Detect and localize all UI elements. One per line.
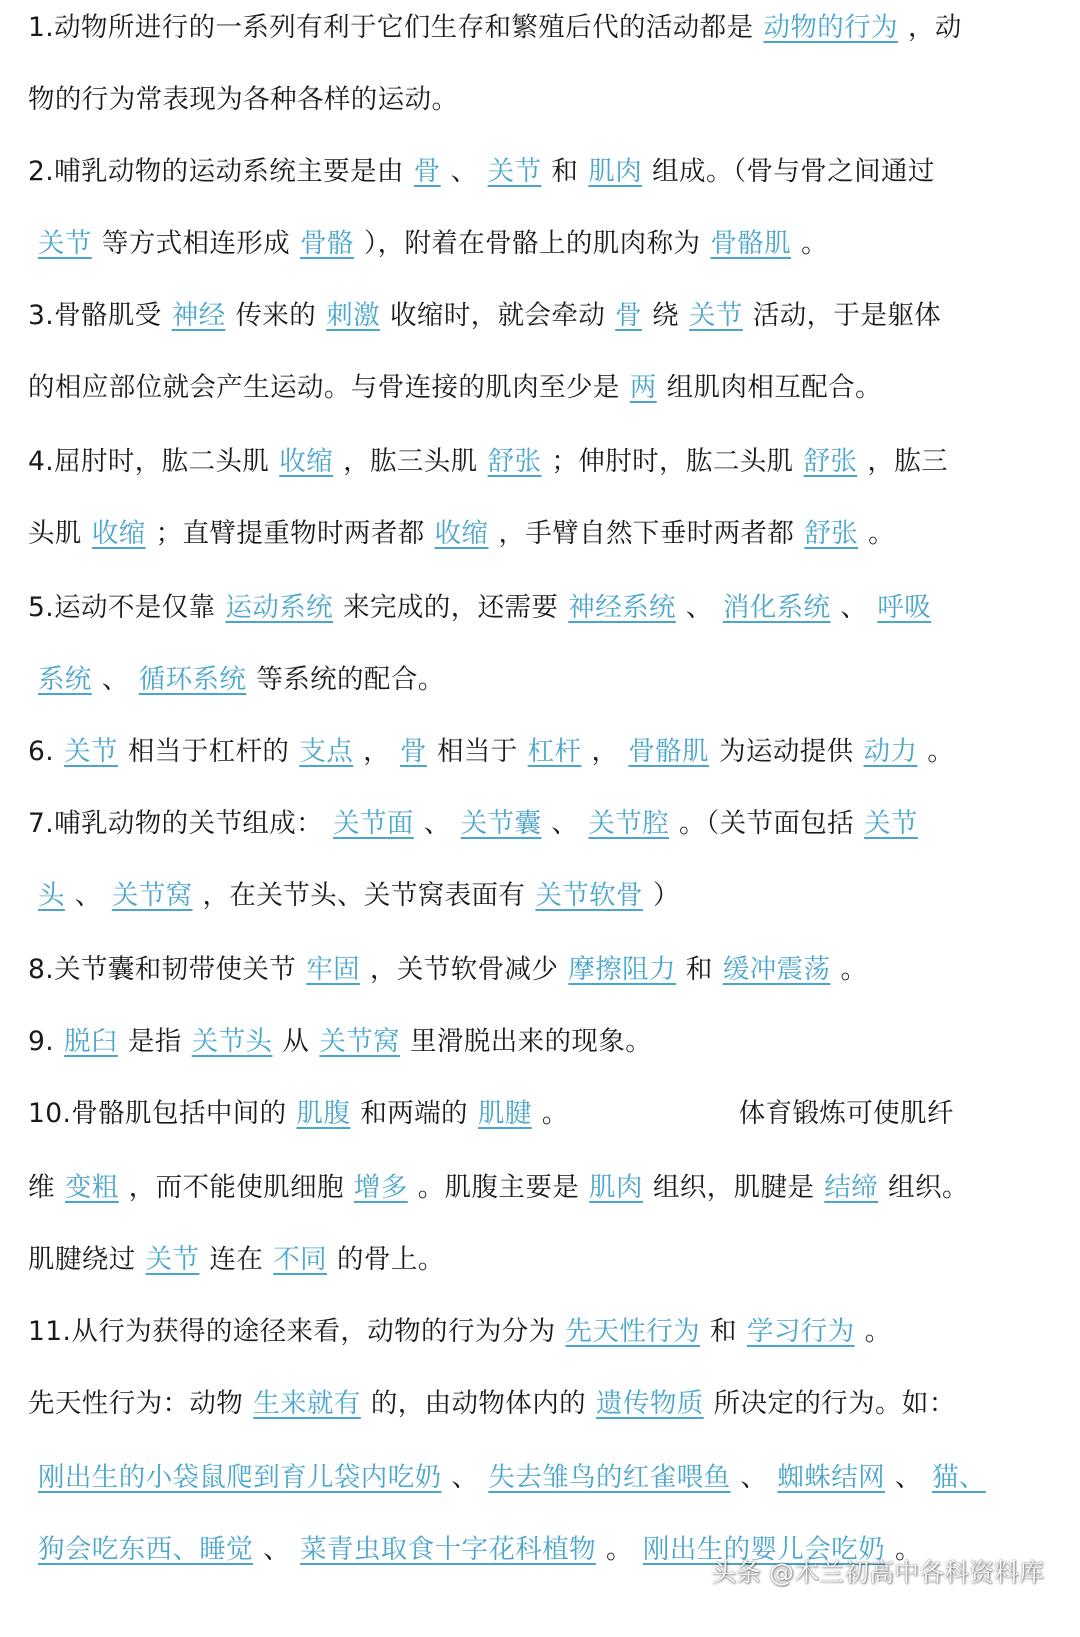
question-text: 。 (606, 1534, 633, 1565)
answer-blank: 关节腔 (588, 808, 670, 839)
text-line (28, 1166, 1068, 1210)
answer-blank: 蜘蛛结网 (777, 1462, 886, 1493)
question-text: 3.骨骼肌受 (28, 300, 162, 331)
text-line (28, 440, 1068, 484)
answer-blank: 学习行为 (746, 1316, 855, 1347)
question-text: 8.关节囊和韧带使关节 (28, 954, 297, 985)
answer-blank: 关节 (487, 156, 542, 187)
answer-blank: 动物的行为 (763, 12, 898, 43)
question-text: 。 (840, 954, 868, 985)
answer-blank: 关节 (38, 228, 92, 259)
question-text: 4.屈肘时，肱二头肌 (28, 446, 270, 477)
answer-blank: 关节面 (333, 808, 414, 839)
question-text: 相当于 (436, 736, 518, 767)
question-text: 。 (927, 736, 955, 767)
question-text: 。 (868, 518, 896, 549)
question-text: 、 (451, 1462, 479, 1493)
question-text: ，而不能使肌细胞 (128, 1172, 344, 1203)
answer-blank: 关节窝 (111, 880, 193, 911)
question-text: 头肌 (28, 518, 82, 549)
answer-blank: 呼吸 (877, 592, 932, 623)
answer-blank: 增多 (353, 1172, 408, 1203)
question-text: 、 (551, 808, 579, 839)
question-text: 、 (74, 880, 102, 911)
answer-blank: 菜青虫取食十字花科植物 (300, 1534, 597, 1565)
question-text: 和两端的 (360, 1098, 468, 1129)
question-text: 等方式相连形成 (101, 228, 291, 259)
answer-blank: 刚出生的婴儿会吃奶 (642, 1534, 886, 1565)
question-text: ） (652, 880, 680, 911)
answer-blank: 骨骼肌 (628, 736, 710, 767)
answer-blank: 摩擦阻力 (568, 954, 676, 985)
question-text: 和 (551, 156, 579, 187)
question-text: 10.骨骼肌包括中间的 (28, 1098, 287, 1129)
question-text: 组肌肉相互配合。 (666, 372, 882, 403)
answer-blank: 运动系统 (225, 592, 334, 623)
text-line (28, 1092, 1068, 1136)
question-text: 组织，肌腱是 (652, 1172, 815, 1203)
answer-blank: 系统 (38, 664, 92, 695)
question-text: ；直臂提重物时两者都 (155, 518, 425, 549)
question-text: 物的行为常表现为各种各样的运动。 (28, 84, 459, 115)
answer-blank: 刺激 (326, 300, 381, 331)
question-text: ，肱三头肌 (343, 446, 478, 477)
answer-blank: 猫、 (931, 1462, 986, 1493)
question-text: 传来的 (235, 300, 317, 331)
answer-blank: 脱臼 (64, 1026, 118, 1057)
answer-blank: 变粗 (64, 1172, 119, 1203)
answer-blank: 两 (629, 372, 657, 403)
answer-blank: 骨 (413, 156, 441, 187)
question-text: 为运动提供 (719, 736, 854, 767)
question-text: 组织。 (888, 1172, 969, 1203)
answer-blank: 骨 (400, 736, 427, 767)
answer-blank: 神经系统 (568, 592, 676, 623)
answer-blank: 舒张 (804, 518, 859, 549)
question-text: 肌腱绕过 (28, 1244, 136, 1275)
answer-blank: 缓冲震荡 (722, 954, 831, 985)
answer-blank: 关节软骨 (535, 880, 643, 911)
answer-blank: 肌肉 (589, 1172, 643, 1203)
question-text: 等系统的配合。 (256, 664, 445, 695)
question-text: 2.哺乳动物的运动系统主要是由 (28, 156, 404, 187)
text-line (28, 730, 1068, 774)
question-text: ；伸肘时，肱二头肌 (551, 446, 794, 477)
text-line (28, 1310, 1068, 1354)
question-text: 、 (101, 664, 129, 695)
question-text: 来完成的，还需要 (343, 592, 559, 623)
question-text: 1.动物所进行的一系列有利于它们生存和繁殖后代的活动都是 (28, 12, 754, 43)
answer-blank: 不同 (273, 1244, 328, 1275)
question-text: 里滑脱出来的现象。 (410, 1026, 653, 1057)
question-text: 6. (28, 736, 55, 767)
question-text: ），附着在骨骼上的肌肉称为 (363, 228, 701, 259)
question-text: ， (591, 736, 619, 767)
answer-blank: 骨骼 (300, 228, 354, 259)
text-line (28, 1456, 1068, 1500)
answer-blank: 刚出生的小袋鼠爬到育儿袋内吃奶 (38, 1462, 442, 1493)
answer-blank: 关节窝 (319, 1026, 401, 1057)
question-text: 从 (282, 1026, 310, 1057)
answer-blank: 神经 (171, 300, 226, 331)
answer-blank: 收缩 (279, 446, 334, 477)
question-text: 、 (685, 592, 713, 623)
question-text: 、 (895, 1462, 922, 1493)
question-text: 9. (28, 1026, 55, 1057)
question-text: 、 (450, 156, 478, 187)
question-text: 。 (864, 1316, 892, 1347)
question-text: 、 (840, 592, 868, 623)
answer-blank: 动力 (863, 736, 918, 767)
answer-blank: 关节 (145, 1244, 200, 1275)
answer-blank: 骨 (615, 300, 643, 331)
answer-blank: 生来就有 (253, 1388, 361, 1419)
answer-blank: 关节 (864, 808, 918, 839)
question-text: 绕 (652, 300, 680, 331)
question-text: ，动 (907, 12, 962, 43)
text-line (28, 512, 1068, 556)
question-text: ， (363, 736, 391, 767)
answer-blank: 牢固 (306, 954, 360, 985)
answer-blank: 骨骼肌 (710, 228, 792, 259)
question-text: ，手臂自然下垂时两者都 (498, 518, 795, 549)
text-line (28, 874, 1068, 918)
question-text: ，肱三 (867, 446, 949, 477)
question-text: 、 (263, 1534, 291, 1565)
text-line (28, 1238, 1068, 1282)
answer-blank: 循环系统 (138, 664, 247, 695)
answer-blank: 消化系统 (722, 592, 831, 623)
watermark: 头条 @木兰初高中各科资料库 (711, 1558, 1044, 1587)
answer-blank: 关节 (64, 736, 118, 767)
answer-blank: 收缩 (91, 518, 146, 549)
question-text: 、 (740, 1462, 768, 1493)
question-text: 。 (895, 1534, 922, 1565)
text-line (28, 6, 1068, 50)
question-text: 体育锻炼可使肌纤 (738, 1098, 954, 1129)
question-text: 。 (541, 1098, 569, 1129)
text-line (28, 78, 1068, 122)
question-text: 连在 (209, 1244, 264, 1275)
text-line (28, 658, 1068, 702)
text-line (28, 294, 1068, 338)
question-text: 的，由动物体内的 (370, 1388, 587, 1419)
question-text: 和 (685, 954, 713, 985)
answer-blank: 关节 (689, 300, 743, 331)
answer-blank: 先天性行为 (565, 1316, 701, 1347)
question-text: 收缩时，就会牵动 (390, 300, 606, 331)
question-text: 。肌腹主要是 (417, 1172, 580, 1203)
answer-blank: 头 (38, 880, 65, 911)
question-text: 先天性行为：动物 (28, 1388, 244, 1419)
answer-blank: 肌腱 (477, 1098, 532, 1129)
answer-blank: 舒张 (803, 446, 858, 477)
answer-blank: 杠杆 (527, 736, 582, 767)
answer-blank: 收缩 (434, 518, 489, 549)
text-line (28, 802, 1068, 846)
question-text: 组成。（骨与骨之间通过 (652, 156, 935, 187)
text-line (28, 1382, 1068, 1426)
question-text: 所决定的行为。如： (713, 1388, 956, 1419)
answer-blank: 舒张 (487, 446, 542, 477)
question-text: 。（关节面包括 (679, 808, 855, 839)
question-text: 11.从行为获得的途径来看，动物的行为分为 (28, 1316, 556, 1347)
question-text: 的相应部位就会产生运动。与骨连接的肌肉至少是 (28, 372, 620, 403)
answer-blank: 失去雏鸟的红雀喂鱼 (488, 1462, 731, 1493)
answer-blank: 肌肉 (588, 156, 643, 187)
answer-blank: 关节头 (191, 1026, 273, 1057)
answer-blank: 遗传物质 (596, 1388, 704, 1419)
question-text: 是指 (127, 1026, 182, 1057)
answer-blank: 关节囊 (460, 808, 542, 839)
question-text: ，在关节头、关节窝表面有 (202, 880, 526, 911)
text-line (28, 150, 1068, 194)
question-text: 。 (801, 228, 828, 259)
question-text: 的骨上。 (337, 1244, 445, 1275)
text-line (28, 366, 1068, 410)
question-text: 、 (423, 808, 451, 839)
text-line (28, 222, 1068, 266)
answer-blank: 肌腹 (296, 1098, 351, 1129)
question-text: 活动，于是躯体 (752, 300, 942, 331)
question-text: 5.运动不是仅靠 (28, 592, 216, 623)
answer-blank: 支点 (299, 736, 354, 767)
question-text: 7.哺乳动物的关节组成： (28, 808, 324, 839)
question-text: ，关节软骨减少 (370, 954, 559, 985)
text-line (28, 948, 1068, 992)
answer-blank: 狗会吃东西、睡觉 (38, 1534, 254, 1565)
question-text: 维 (28, 1172, 55, 1203)
answer-blank: 结缔 (824, 1172, 879, 1203)
text-line (28, 586, 1068, 630)
question-text: 和 (710, 1316, 737, 1347)
question-text: 相当于杠杆的 (127, 736, 290, 767)
text-line (28, 1020, 1068, 1064)
